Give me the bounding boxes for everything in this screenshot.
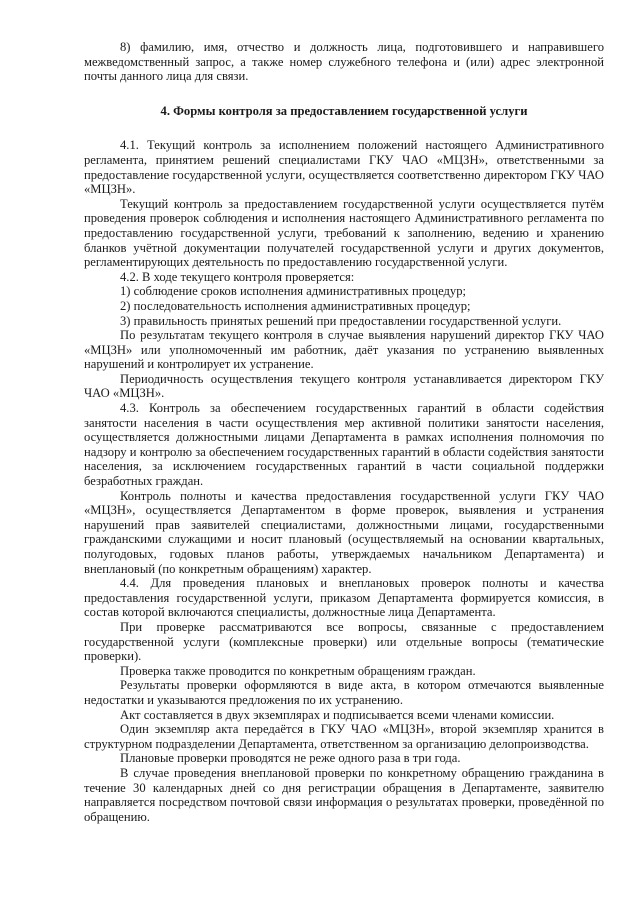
paragraph-periodicity: Периодичность осуществления текущего контроля устанавливается директором ГКУ ЧАО «МЦЗН». [84,371,604,401]
paragraph-4-2: 4.2. В ходе текущего контроля проверяется: [120,269,355,284]
paragraph-act-transfer: Один экземпляр акта передаётся в ГКУ ЧАО «МЦЗН», второй экземпляр хранится в структурном подразделении Департамента, ответственном за организацию делопроизводства. [84,722,604,751]
list-item-1: 1) соблюдение сроков исполнения административных процедур; [120,284,467,299]
list-item-3: 3) правильность принятых решений при предоставлении государственной услуги. [120,313,562,328]
list-item-2: 2) последовательность исполнения административных процедур; [120,298,471,313]
paragraph-citizen-appeals: Проверка также проводится по конкретным обращениям граждан. [120,663,476,678]
paragraph-act-results: Результаты проверки оформляются в виде акта, в котором отмечаются выявленные недостатки и указываются предложения по их устранению. [84,678,604,707]
paragraph-planned-frequency: Плановые проверки проводятся не реже одного раза в три года. [120,751,461,766]
paragraph-act-copies: Акт составляется в двух экземплярах и подписывается всеми членами комиссии. [120,707,555,722]
section-heading: 4. Формы контроля за предоставлением государственной услуги [160,103,528,118]
paragraph-check-scope: При проверке рассматриваются все вопросы, связанные с предоставлением государственной услуги (комплексные проверки) или отдельные вопросы (тематические проверки). [84,619,604,664]
paragraph-quality-control: Контроль полноты и качества предоставления государственной услуги ГКУ ЧАО «МЦЗН», осуществляется Департаментом в форме проверок, выявления и устранения нарушений прав заявителей специалистами, должностными лицами, государственными гражданскими служащими и носит плановый (осуществляемый на основании квартальных, полугодовых, годовых планов работы, утверждаемых начальником Департамента) и внеплановый (по конкретным обращениям) характер. [84,488,604,576]
paragraph-item-8: 8) фамилию, имя, отчество и должность лица, подготовившего и направившего межведомственный запрос, а также номер служебного телефона и (или) адрес электронной почты данного лица для связи. [84,40,604,84]
paragraph-unplanned-check: В случае проведения внеплановой проверки по конкретному обращению гражданина в течение 30 календарных дней со дня регистрации обращения в Департаменте, заявителю направляется посредством почтовой связи информация о результатах проверки, проведённой по обращению. [84,765,604,824]
paragraph-current-control: Текущий контроль за предоставлением государственной услуги осуществляется путём проведения проверок соблюдения и исполнения настоящего Административного регламента по предоставлению государственной услуги, требований к заполнению, ведению и хранению бланков учётной документации получателей государственной услуги и других документов, регламентирующих деятельность по предоставлению государственной услуги. [84,196,604,270]
paragraph-4-1: 4.1. Текущий контроль за исполнением положений настоящего Административного регламента, принятием решений специалистами ГКУ ЧАО «МЦЗН», ответственными за предоставление государственной услуги, осуществляется соответственно директором ГКУ ЧАО «МЦЗН». [84,138,604,197]
paragraph-4-3: 4.3. Контроль за обеспечением государственных гарантий в области содействия занятости населения в части осуществления мер активной политики занятости населения, осуществляется должностными лицами Департамента в рамках исполнения полномочия по надзору и контролю за обеспечением государственных гарантий в области содействия занятости населения, за исключением государственных гарантий в части социальной поддержки безработных граждан. [84,401,604,489]
paragraph-results: По результатам текущего контроля в случае выявления нарушений директор ГКУ ЧАО «МЦЗН» или уполномоченный им работник, даёт указания по устранению выявленных нарушений и контролирует их устранение. [84,328,604,372]
paragraph-4-4: 4.4. Для проведения плановых и внеплановых проверок полноты и качества предоставления государственной услуги, приказом Департамента формируется комиссия, в состав которой включаются специалисты, должностные лица Департамента. [84,576,604,620]
